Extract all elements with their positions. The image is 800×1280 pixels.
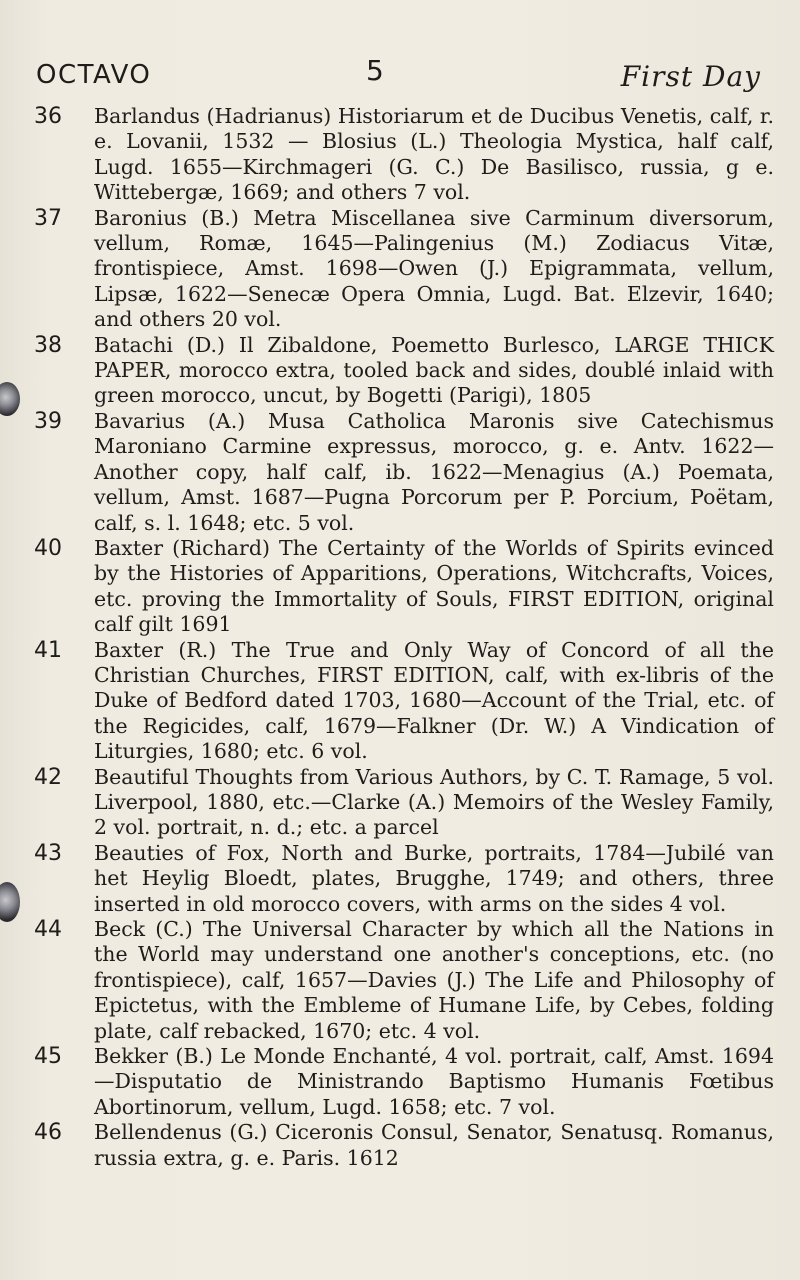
lot-entry bbox=[34, 409, 774, 536]
running-head bbox=[36, 54, 761, 100]
lot-number: 46 bbox=[34, 1120, 62, 1146]
lot-number: 45 bbox=[34, 1044, 62, 1070]
lot-number: 38 bbox=[34, 332, 62, 358]
lot-number: 44 bbox=[34, 917, 62, 942]
lot-entry bbox=[34, 1120, 774, 1171]
lot-number: 39 bbox=[34, 408, 62, 434]
lot-number: 37 bbox=[34, 205, 62, 231]
lot-entry bbox=[34, 104, 774, 206]
lot-entry bbox=[34, 536, 774, 638]
lot-number: 40 bbox=[34, 535, 62, 561]
lot-description: Beauties of Fox, North and Burke, portraits, 1784—Jubilé van het Heylig Bloedt, plates, Brugghe, 1749; and others, three inserted in old morocco covers, with arms on the sides 4 vol. bbox=[94, 840, 774, 916]
running-head-format: OCTAVO bbox=[36, 60, 152, 90]
lot-number: 41 bbox=[34, 637, 62, 663]
running-head-day: First Day bbox=[620, 60, 761, 93]
lot-description: Bavarius (A.) Musa Catholica Maronis sive Catechismus Maroniano Carmine expressus, morocco, g. e. Antv. 1622—Another copy, half calf, ib. 1622—Menagius (A.) Poemata, vellum, Amst. 1687—Pugna Porcorum per P. Porcium, Poëtam, calf, s. l. 1648; etc. 5 vol. bbox=[94, 408, 774, 535]
binding-hole bbox=[0, 882, 20, 922]
lot-description: Beck (C.) The Universal Character by which all the Nations in the World may understand one another's conceptions, etc. (no frontispiece), calf, 1657—Davies (J.) The Life and Philosophy of Epictetus, with the Embleme of Humane Life, by Cebes, folding plate, calf rebacked, 1670; etc. 4 vol. bbox=[94, 917, 774, 1043]
lot-entry bbox=[34, 1044, 774, 1120]
lot-description: Barlandus (Hadrianus) Historiarum et de Ducibus Venetis, calf, r. e. Lovanii, 1532 — Blosius (L.) Theologia Mystica, half calf, Lugd. 1655—Kirchmageri (G. C.) De Basilisco, russia, g e. Wittebergæ, 1669; and others 7 vol. bbox=[94, 104, 774, 205]
binding-hole bbox=[0, 382, 20, 416]
page-number: 5 bbox=[366, 54, 385, 87]
lot-description: Bekker (B.) Le Monde Enchanté, 4 vol. portrait, calf, Amst. 1694—Disputatio de Ministrando Baptismo Humanis Fœtibus Abortinorum, vellum, Lugd. 1658; etc. 7 vol. bbox=[94, 1044, 774, 1119]
lot-number: 43 bbox=[34, 840, 62, 866]
lot-entry bbox=[34, 765, 774, 841]
lot-description: Batachi (D.) Il Zibaldone, Poemetto Burlesco, LARGE THICK PAPER, morocco extra, tooled back and sides, doublé inlaid with green morocco, uncut, by Bogetti (Parigi), 1805 bbox=[94, 332, 774, 408]
lot-entry bbox=[34, 841, 774, 917]
lot-entry bbox=[34, 206, 774, 333]
lot-number: 42 bbox=[34, 764, 62, 790]
lot-entry bbox=[34, 638, 774, 765]
lot-number: 36 bbox=[34, 104, 62, 129]
lot-description: Baronius (B.) Metra Miscellanea sive Carminum diversorum, vellum, Romæ, 1645—Palingenius (M.) Zodiacus Vitæ, frontispiece, Amst. 1698—Owen (J.) Epigrammata, vellum, Lipsæ, 1622—Senecæ Opera Omnia, Lugd. Bat. Elzevir, 1640; and others 20 vol. bbox=[94, 205, 774, 332]
lot-description: Beautiful Thoughts from Various Authors, by C. T. Ramage, 5 vol. Liverpool, 1880, etc.—Clarke (A.) Memoirs of the Wesley Family, 2 vol. portrait, n. d.; etc. a parcel bbox=[94, 764, 774, 840]
lot-description: Baxter (R.) The True and Only Way of Concord of all the Christian Churches, FIRST EDITION, calf, with ex-libris of the Duke of Bedford dated 1703, 1680—Account of the Trial, etc. of the Regicides, calf, 1679—Falkner (Dr. W.) A Vindication of Liturgies, 1680; etc. 6 vol. bbox=[94, 637, 774, 764]
lot-entry bbox=[34, 917, 774, 1044]
lot-description: Baxter (Richard) The Certainty of the Worlds of Spirits evinced by the Histories of Apparitions, Operations, Witchcrafts, Voices, etc. proving the Immortality of Souls, FIRST EDITION, original calf gilt 1691 bbox=[94, 535, 774, 637]
lot-entry bbox=[34, 333, 774, 409]
lot-list bbox=[34, 104, 774, 1171]
lot-description: Bellendenus (G.) Ciceronis Consul, Senator, Senatusq. Romanus, russia extra, g. e. Paris. 1612 bbox=[94, 1120, 774, 1170]
